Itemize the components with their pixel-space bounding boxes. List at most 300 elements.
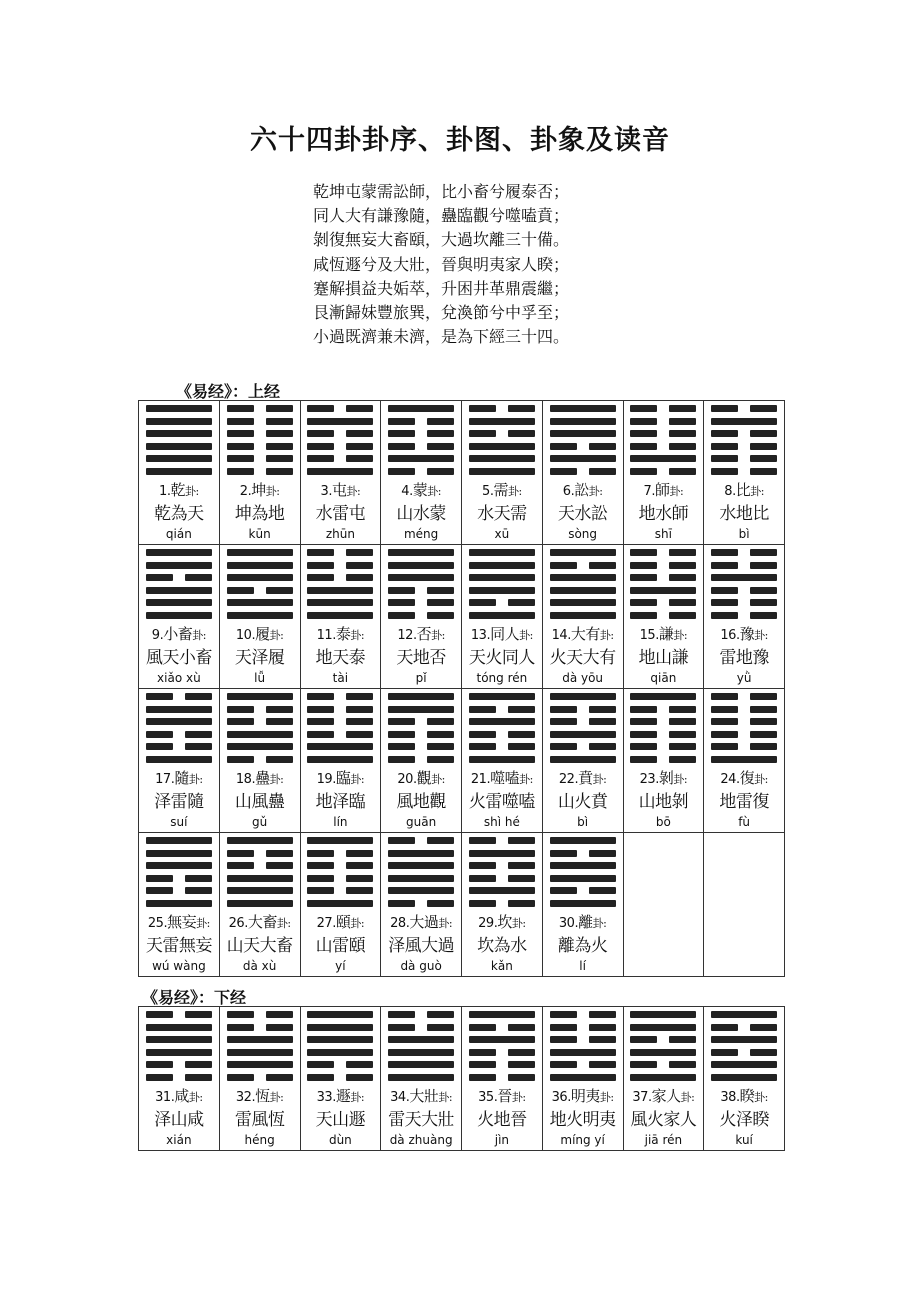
yang-line xyxy=(227,887,293,894)
hexagram-image: 地雷復 xyxy=(719,792,769,812)
gua-suffix: 卦: xyxy=(680,1091,695,1104)
hexagram-number: 26. xyxy=(228,916,248,931)
yin-line xyxy=(146,1074,212,1081)
hexagram-icon xyxy=(146,405,212,475)
yang-line xyxy=(550,599,616,606)
yin-line xyxy=(307,887,373,894)
yin-line xyxy=(711,731,777,738)
hexagram-pinyin: yǜ xyxy=(736,671,752,685)
yin-line xyxy=(630,756,696,763)
yin-line xyxy=(550,718,616,725)
yang-line xyxy=(227,574,293,581)
hexagram-row xyxy=(139,689,785,833)
hexagram-number: 18. xyxy=(235,772,256,787)
empty-cell xyxy=(704,833,785,977)
yin-line xyxy=(630,1036,696,1043)
hexagram-name-text: 否 xyxy=(416,625,432,643)
yang-line xyxy=(550,756,616,763)
hexagram-cell xyxy=(139,1007,220,1151)
yin-line xyxy=(388,430,454,437)
hexagram-image: 地泽臨 xyxy=(315,792,366,812)
hexagram-icon xyxy=(550,549,616,619)
hexagram-cell xyxy=(542,1007,623,1151)
yang-line xyxy=(469,612,535,619)
gua-suffix: 卦: xyxy=(588,485,603,498)
gua-suffix: 卦: xyxy=(438,917,453,930)
hexagram-number: 13. xyxy=(470,628,491,643)
hexagram-image: 山地剝 xyxy=(638,792,689,812)
hexagram-icon xyxy=(227,1011,293,1081)
yin-line xyxy=(388,468,454,475)
yin-line xyxy=(630,731,696,738)
hexagram-number: 22. xyxy=(558,772,579,787)
yin-line xyxy=(307,562,373,569)
poem-line: 小過既濟兼未濟，是為下經三十四。 xyxy=(313,327,570,347)
hexagram-icon xyxy=(550,693,616,763)
yin-line xyxy=(469,837,535,844)
yang-line xyxy=(146,468,212,475)
yang-line xyxy=(307,599,373,606)
yin-line xyxy=(307,455,373,462)
hexagram-number: 31. xyxy=(155,1090,175,1105)
hexagram-pinyin: xiǎo xù xyxy=(157,671,201,685)
yin-line xyxy=(469,875,535,882)
hexagram-row xyxy=(139,833,785,977)
hexagram-name-text: 泰 xyxy=(335,625,351,643)
yin-line xyxy=(469,731,535,738)
hexagram-pinyin: qiān xyxy=(650,671,677,685)
hexagram-name xyxy=(381,913,461,933)
hexagram-icon xyxy=(711,549,777,619)
yang-line xyxy=(388,850,454,857)
hexagram-image: 雷天大壯 xyxy=(388,1110,455,1130)
hexagram-number: 24. xyxy=(720,772,740,787)
hexagram-cell xyxy=(381,689,462,833)
hexagram-pinyin: jiā rén xyxy=(644,1133,683,1147)
hexagram-image: 山火賁 xyxy=(557,792,608,812)
yin-line xyxy=(227,718,293,725)
yin-line xyxy=(388,612,454,619)
yin-line xyxy=(711,549,777,556)
hexagram-icon xyxy=(307,837,373,907)
yin-line xyxy=(227,455,293,462)
yin-line xyxy=(630,405,696,412)
yin-line xyxy=(307,875,373,882)
hexagram-cell xyxy=(219,1007,300,1151)
hexagram-cell xyxy=(381,1007,462,1151)
hexagram-name xyxy=(220,481,300,501)
yin-line xyxy=(711,612,777,619)
hexagram-cell xyxy=(542,833,623,977)
yin-line xyxy=(227,443,293,450)
hexagram-pinyin: gǔ xyxy=(252,815,268,829)
yin-line xyxy=(227,430,293,437)
yang-line xyxy=(388,455,454,462)
yin-line xyxy=(388,756,454,763)
hexagram-number: 20. xyxy=(397,772,417,787)
hexagram-cell xyxy=(300,833,381,977)
hexagram-name xyxy=(139,913,219,933)
hexagram-cell xyxy=(462,401,543,545)
hexagram-pinyin: wú wàng xyxy=(152,959,206,973)
hexagram-cell xyxy=(300,689,381,833)
hexagram-name-text: 坎 xyxy=(497,913,512,931)
yang-line xyxy=(469,468,535,475)
hexagram-name xyxy=(624,625,704,645)
hexagram-name xyxy=(301,1087,381,1107)
hexagram-pinyin: tài xyxy=(332,671,349,685)
yang-line xyxy=(388,875,454,882)
hexagram-name-text: 坤 xyxy=(251,481,266,499)
gua-suffix: 卦: xyxy=(592,917,607,930)
yin-line xyxy=(630,549,696,556)
hexagram-pinyin: fù xyxy=(738,815,751,829)
yang-line xyxy=(146,1049,212,1056)
hexagram-name xyxy=(381,1087,461,1107)
hexagram-cell xyxy=(542,401,623,545)
yang-line xyxy=(550,549,616,556)
hexagram-name-text: 大過 xyxy=(409,913,439,931)
yang-line xyxy=(550,875,616,882)
hexagram-name xyxy=(462,913,542,933)
hexagram-name-text: 屯 xyxy=(331,481,347,499)
hexagram-cell xyxy=(542,545,623,689)
gua-suffix: 卦: xyxy=(592,773,607,786)
yin-line xyxy=(711,430,777,437)
yin-line xyxy=(630,743,696,750)
yin-line xyxy=(307,706,373,713)
hexagram-name xyxy=(543,913,623,933)
hexagram-name-text: 隨 xyxy=(174,769,189,787)
yin-line xyxy=(469,599,535,606)
yin-line xyxy=(227,1024,293,1031)
hexagram-number: 1. xyxy=(159,484,171,499)
hexagram-cell xyxy=(139,401,220,545)
yin-line xyxy=(469,706,535,713)
hexagram-pinyin: xián xyxy=(166,1133,192,1147)
gua-suffix: 卦: xyxy=(669,485,684,498)
yin-line xyxy=(388,587,454,594)
hexagram-cell xyxy=(704,1007,785,1151)
yang-line xyxy=(307,468,373,475)
hexagram-image: 山天大畜 xyxy=(226,936,293,956)
hexagram-cell xyxy=(300,1007,381,1151)
hexagram-name xyxy=(220,625,300,645)
hexagram-number: 3. xyxy=(320,484,332,499)
gua-suffix: 卦: xyxy=(431,773,445,786)
hexagram-name xyxy=(543,1087,623,1107)
yin-line xyxy=(388,718,454,725)
hexagram-name-text: 賁 xyxy=(578,769,593,787)
yang-line xyxy=(227,599,293,606)
yang-line xyxy=(307,587,373,594)
hexagram-name-text: 臨 xyxy=(335,769,351,787)
gua-suffix: 卦: xyxy=(350,773,365,786)
hexagram-pinyin: shì hé xyxy=(483,815,520,829)
hexagram-number: 23. xyxy=(639,772,659,787)
yang-line xyxy=(550,862,616,869)
yang-line xyxy=(630,1011,696,1018)
yang-line xyxy=(227,562,293,569)
yin-line xyxy=(388,731,454,738)
hexagram-number: 25. xyxy=(147,916,168,931)
yin-line xyxy=(146,693,212,700)
hexagram-row xyxy=(139,401,785,545)
yang-line xyxy=(307,837,373,844)
hexagram-image: 天雷無妄 xyxy=(145,936,212,956)
yin-line xyxy=(146,574,212,581)
hexagram-image: 天泽履 xyxy=(234,648,285,668)
hexagram-name xyxy=(462,1087,542,1107)
poem-line: 咸恆遯兮及大壯，晉與明夷家人睽； xyxy=(313,254,570,274)
yang-line xyxy=(146,850,212,857)
yin-line xyxy=(550,1061,616,1068)
yin-line xyxy=(307,1074,373,1081)
hexagram-number: 16. xyxy=(720,628,740,643)
hexagram-name xyxy=(624,481,704,501)
hexagram-name-text: 頤 xyxy=(335,913,351,931)
yang-line xyxy=(146,455,212,462)
hexagram-image: 泽雷隨 xyxy=(154,792,204,812)
yang-line xyxy=(227,612,293,619)
yin-line xyxy=(227,418,293,425)
yang-line xyxy=(307,1011,373,1018)
yang-line xyxy=(388,862,454,869)
hexagram-name xyxy=(704,625,784,645)
yang-line xyxy=(469,850,535,857)
hexagram-icon xyxy=(227,693,293,763)
hexagram-cell xyxy=(381,833,462,977)
hexagram-pinyin: tóng rén xyxy=(476,671,528,685)
yang-line xyxy=(146,756,212,763)
hexagram-number: 14. xyxy=(551,628,571,643)
hexagram-name xyxy=(301,913,381,933)
yin-line xyxy=(388,1024,454,1031)
hexagram-number: 27. xyxy=(316,916,336,931)
hexagram-name-text: 謙 xyxy=(658,625,674,643)
hexagram-name-text: 咸 xyxy=(174,1087,189,1105)
hexagram-cell xyxy=(219,833,300,977)
yin-line xyxy=(307,693,373,700)
yang-line xyxy=(227,1061,293,1068)
hexagram-name xyxy=(381,625,461,645)
hexagram-number: 29. xyxy=(478,916,498,931)
hexagram-name xyxy=(301,481,381,501)
hexagram-image: 天水訟 xyxy=(557,504,608,524)
page-title: 六十四卦卦序、卦图、卦象及读音 xyxy=(250,125,670,156)
hexagram-icon xyxy=(388,837,454,907)
hexagram-image: 泽風大過 xyxy=(388,936,455,956)
gua-suffix: 卦: xyxy=(750,485,764,498)
yin-line xyxy=(711,693,777,700)
yang-line xyxy=(227,731,293,738)
yang-line xyxy=(711,1061,777,1068)
gua-suffix: 卦: xyxy=(431,629,445,642)
yang-line xyxy=(550,693,616,700)
yin-line xyxy=(550,1024,616,1031)
hexagram-icon xyxy=(146,549,212,619)
hexagram-icon xyxy=(307,693,373,763)
hexagram-cell xyxy=(381,545,462,689)
hexagram-name xyxy=(543,769,623,789)
hexagram-name xyxy=(704,769,784,789)
yin-line xyxy=(550,1036,616,1043)
yin-line xyxy=(307,549,373,556)
yin-line xyxy=(307,731,373,738)
hexagram-number: 4. xyxy=(401,484,413,499)
hexagram-number: 15. xyxy=(639,628,659,643)
yin-line xyxy=(227,862,293,869)
hexagram-name-text: 蠱 xyxy=(255,769,270,787)
hexagram-number: 21. xyxy=(470,772,491,787)
yang-line xyxy=(388,706,454,713)
yang-line xyxy=(469,693,535,700)
gua-suffix: 卦: xyxy=(188,773,203,786)
yin-line xyxy=(630,574,696,581)
yin-line xyxy=(469,1024,535,1031)
yang-line xyxy=(307,1024,373,1031)
hexagram-name xyxy=(624,769,704,789)
gua-suffix: 卦: xyxy=(192,629,206,642)
hexagram-cell xyxy=(219,689,300,833)
hexagram-image: 水地比 xyxy=(719,504,769,524)
yang-line xyxy=(146,1036,212,1043)
hexagram-icon xyxy=(469,549,535,619)
hexagram-pinyin: bì xyxy=(738,527,750,541)
hexagram-cell xyxy=(139,689,220,833)
gua-suffix: 卦: xyxy=(599,1091,614,1104)
hexagram-number: 8. xyxy=(724,484,736,499)
gua-suffix: 卦: xyxy=(519,773,533,786)
hexagram-pinyin: míng yí xyxy=(560,1133,605,1147)
hexagram-number: 30. xyxy=(558,916,579,931)
yin-line xyxy=(307,405,373,412)
yang-line xyxy=(630,1049,696,1056)
poem-line: 乾坤屯蒙需訟師，比小畜兮履泰否； xyxy=(313,182,570,201)
yang-line xyxy=(550,900,616,907)
hexagram-name-text: 家人 xyxy=(651,1087,681,1105)
yang-line xyxy=(146,562,212,569)
hexagram-cell xyxy=(542,689,623,833)
gua-suffix: 卦: xyxy=(754,773,768,786)
hexagram-icon xyxy=(550,1011,616,1081)
yin-line xyxy=(630,706,696,713)
upper-hexagram-table xyxy=(138,400,785,977)
hexagram-name-text: 需 xyxy=(493,481,508,499)
yin-line xyxy=(630,468,696,475)
yang-line xyxy=(146,706,212,713)
gua-suffix: 卦: xyxy=(196,917,210,930)
yin-line xyxy=(146,743,212,750)
yang-line xyxy=(227,900,293,907)
gua-suffix: 卦: xyxy=(427,485,441,498)
yang-line xyxy=(550,731,616,738)
hexagram-image: 坎為水 xyxy=(477,936,527,956)
yang-line xyxy=(227,693,293,700)
yin-line xyxy=(146,887,212,894)
yang-line xyxy=(227,549,293,556)
hexagram-number: 38. xyxy=(720,1090,740,1105)
yang-line xyxy=(388,1061,454,1068)
hexagram-name xyxy=(704,1087,784,1107)
yin-line xyxy=(307,430,373,437)
yin-line xyxy=(550,743,616,750)
yin-line xyxy=(711,599,777,606)
yin-line xyxy=(550,443,616,450)
hexagram-name xyxy=(301,625,381,645)
gua-suffix: 卦: xyxy=(346,485,361,498)
hexagram-name xyxy=(139,625,219,645)
hexagram-icon xyxy=(388,549,454,619)
yang-line xyxy=(469,756,535,763)
yang-line xyxy=(630,455,696,462)
yang-line xyxy=(146,549,212,556)
yang-line xyxy=(388,1036,454,1043)
hexagram-number: 37. xyxy=(632,1090,652,1105)
yang-line xyxy=(146,443,212,450)
hexagram-number: 32. xyxy=(235,1090,256,1105)
yin-line xyxy=(227,1011,293,1018)
hexagram-name-text: 離 xyxy=(578,913,593,931)
hexagram-name-text: 豫 xyxy=(739,625,755,643)
hexagram-name xyxy=(704,481,784,501)
gua-suffix: 卦: xyxy=(276,917,291,930)
hexagram-icon xyxy=(146,693,212,763)
hexagram-image: 地火明夷 xyxy=(549,1110,616,1130)
hexagram-cell xyxy=(623,545,704,689)
hexagram-name-text: 遯 xyxy=(335,1087,351,1105)
hexagram-name-text: 恆 xyxy=(255,1087,270,1105)
yin-line xyxy=(469,1049,535,1056)
yang-line xyxy=(388,574,454,581)
yang-line xyxy=(630,587,696,594)
yang-line xyxy=(469,574,535,581)
yin-line xyxy=(630,1061,696,1068)
hexagram-name-text: 同人 xyxy=(490,625,520,643)
yang-line xyxy=(227,1049,293,1056)
yang-line xyxy=(146,862,212,869)
yang-line xyxy=(630,1024,696,1031)
hexagram-icon xyxy=(388,405,454,475)
yang-line xyxy=(227,743,293,750)
hexagram-image: 火地晉 xyxy=(477,1110,527,1130)
yang-line xyxy=(711,1011,777,1018)
empty-cell xyxy=(623,833,704,977)
yang-line xyxy=(711,418,777,425)
hexagram-name-text: 觀 xyxy=(416,769,432,787)
yang-line xyxy=(550,1049,616,1056)
yin-line xyxy=(469,862,535,869)
yin-line xyxy=(146,1011,212,1018)
yang-line xyxy=(388,693,454,700)
yang-line xyxy=(307,743,373,750)
yang-line xyxy=(146,718,212,725)
yang-line xyxy=(469,1011,535,1018)
hexagram-image: 天火同人 xyxy=(468,648,535,668)
yang-line xyxy=(469,549,535,556)
hexagram-cell xyxy=(704,545,785,689)
hexagram-name xyxy=(624,1087,704,1107)
gua-suffix: 卦: xyxy=(269,629,284,642)
yang-line xyxy=(469,443,535,450)
hexagram-pinyin: bì xyxy=(577,815,589,829)
yang-line xyxy=(711,1036,777,1043)
yang-line xyxy=(146,1024,212,1031)
hexagram-image: 坤為地 xyxy=(234,504,285,524)
yin-line xyxy=(630,430,696,437)
hexagram-name xyxy=(543,625,623,645)
gua-suffix: 卦: xyxy=(188,1091,203,1104)
